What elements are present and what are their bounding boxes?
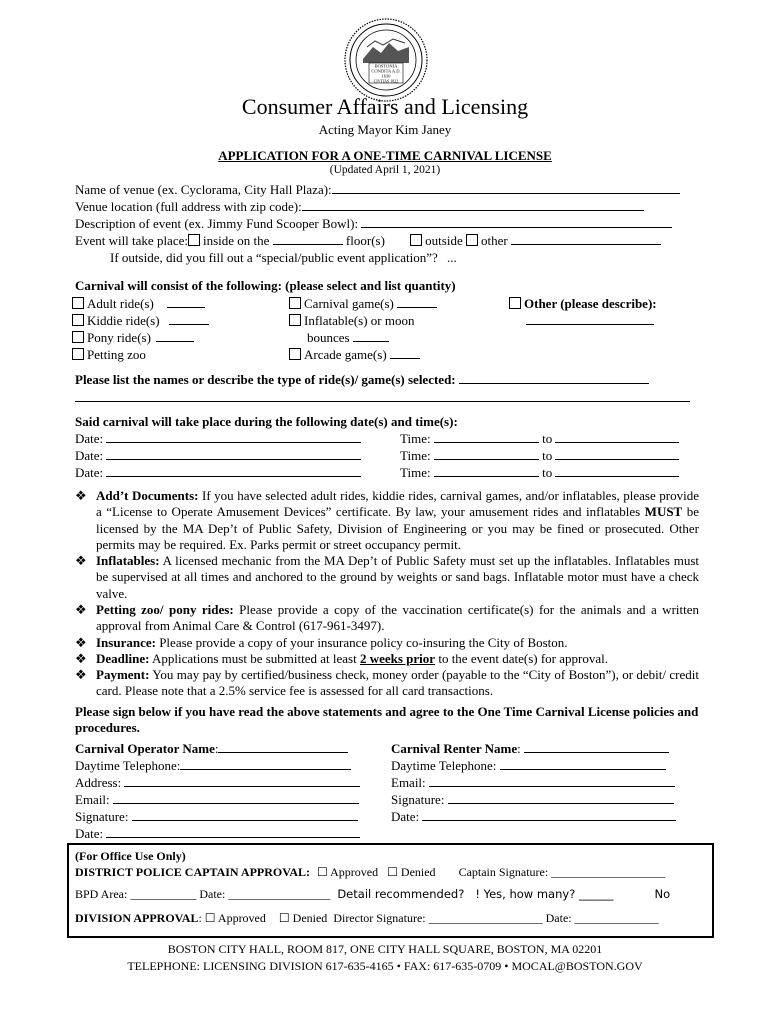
email-label: Email: xyxy=(391,775,426,790)
bullet-text: Applications must be submitted at least xyxy=(152,651,357,666)
arcade-games-checkbox[interactable] xyxy=(289,348,301,360)
venue-location-field[interactable] xyxy=(302,200,644,211)
pony-rides-item xyxy=(72,330,194,346)
bullet-heading: Petting zoo/ pony rides: xyxy=(96,602,234,617)
bullet-payment xyxy=(75,667,699,700)
svg-text:CONDITA A.D.: CONDITA A.D. xyxy=(371,68,401,74)
dates-heading: Said carnival will take place during the following date(s) and time(s): xyxy=(75,414,458,429)
pony-rides-checkbox[interactable] xyxy=(72,331,84,343)
bullet-text: Please provide a copy of the vaccination certificate(s) for the animals and a written approval from Animal Care & Control (617-961-3497). xyxy=(96,602,700,634)
operator-date-row xyxy=(75,826,360,842)
inside-checkbox[interactable] xyxy=(188,234,200,246)
diamond-bullet-icon: ❖ xyxy=(75,667,87,682)
district-approved-checkbox[interactable]: ☐ Approved xyxy=(317,865,379,879)
carnival-games-item xyxy=(289,296,437,312)
other-describe-checkbox[interactable] xyxy=(509,297,521,309)
arcade-games-item xyxy=(289,347,420,363)
bpd-row xyxy=(75,887,670,902)
division-approved-checkbox[interactable]: : ☐ Approved xyxy=(198,911,266,925)
bullet-insurance xyxy=(75,635,699,651)
pony-rides-label: Pony ride(s) xyxy=(87,330,151,345)
time-label: Time: xyxy=(400,465,431,480)
operator-address-field[interactable] xyxy=(124,776,360,787)
adult-rides-item xyxy=(72,296,205,312)
kiddie-rides-qty[interactable] xyxy=(169,314,209,325)
time-label: Time: xyxy=(400,431,431,446)
event-place-row xyxy=(75,233,661,249)
event-description-label: Description of event (ex. Jimmy Fund Scooper Bowl): xyxy=(75,216,359,231)
director-signature-field[interactable]: Director Signature: ___________________ Date: ______________ xyxy=(333,911,659,925)
district-approval-row xyxy=(75,865,665,880)
venue-name-field[interactable] xyxy=(332,183,680,194)
sign-statement: Please sign below if you have read the above statements and agree to the One Time Carnival License policies and procedures. xyxy=(75,704,699,735)
time-from-field-3[interactable] xyxy=(434,466,539,477)
division-denied-checkbox[interactable]: ☐ Denied xyxy=(278,911,328,925)
bullet-heading: Inflatables: xyxy=(96,553,160,568)
bounces-item xyxy=(307,330,389,346)
bullet-text: If you have selected adult rides, kiddie rides, carnival games, and/or inflatables, please provide a “License to Operate Amusement Devices” certificate. By law, your amusement rides and inflatables xyxy=(96,488,699,520)
renter-signature-row xyxy=(391,792,674,808)
bullet-additional-documents xyxy=(75,488,699,553)
carnival-games-qty[interactable] xyxy=(397,297,437,308)
outside-label: outside xyxy=(425,233,463,248)
carnival-games-label: Carnival game(s) xyxy=(304,296,394,311)
two-weeks-emphasis: 2 weeks prior xyxy=(359,651,436,666)
signature-label: Signature: xyxy=(75,809,129,824)
inflatables-qty[interactable] xyxy=(353,331,389,342)
svg-text:BOSTONIA: BOSTONIA xyxy=(374,63,398,69)
special-event-question-row xyxy=(110,250,457,266)
time-from-field-1[interactable] xyxy=(434,432,539,443)
other-place-checkbox[interactable] xyxy=(466,234,478,246)
footer-address: BOSTON CITY HALL, ROOM 817, ONE CITY HALL SQUARE, BOSTON, MA 02201 xyxy=(167,942,603,956)
inflatables-item xyxy=(289,313,414,329)
kiddie-rides-label: Kiddie ride(s) xyxy=(87,313,160,328)
bullet-text: be licensed by the MA Dep’t of Public Safety, Division of Engineering or you may be fined or prosecuted. Other permits may be required. Ex. Parks permit or street occupancy permit. xyxy=(96,504,700,552)
rides-list-field-2[interactable] xyxy=(75,391,690,402)
division-approval-label: DIVISION APPROVAL xyxy=(75,911,199,925)
floors-label: floor(s) xyxy=(345,233,385,248)
operator-signature-row xyxy=(75,809,358,825)
inflatables-checkbox[interactable] xyxy=(289,314,301,326)
event-description-field[interactable] xyxy=(361,217,672,228)
inside-label: inside on the xyxy=(202,233,270,248)
time-row-1 xyxy=(400,431,679,447)
city-seal-logo xyxy=(343,17,429,103)
inflatables-label: Inflatable(s) or moon xyxy=(304,313,415,328)
diamond-bullet-icon: ❖ xyxy=(75,602,87,617)
arcade-games-label: Arcade game(s) xyxy=(304,347,387,362)
renter-email-row xyxy=(391,775,675,791)
bullet-heading: Deadline: xyxy=(96,651,150,666)
email-label: Email: xyxy=(75,792,110,807)
date-label: Date: xyxy=(75,448,104,463)
svg-text:CIVITAS 1822: CIVITAS 1822 xyxy=(373,78,399,84)
renter-name-row: Carnival Renter Name: xyxy=(391,741,669,757)
date-label: Date: xyxy=(75,465,104,480)
special-event-question: If outside, did you fill out a “special/public event application”? xyxy=(110,250,438,265)
division-approval-row xyxy=(75,911,659,926)
renter-tel-row xyxy=(391,758,666,774)
time-row-3 xyxy=(400,465,679,481)
updated-date: (Updated April 1, 2021) xyxy=(329,164,441,176)
adult-rides-checkbox[interactable] xyxy=(72,297,84,309)
bpd-area-date-field[interactable]: BPD Area: ___________ Date: _________________ xyxy=(75,887,331,901)
other-place-field[interactable] xyxy=(511,234,661,245)
bullet-heading: Payment: xyxy=(96,667,150,682)
bounces-label: bounces xyxy=(307,330,350,345)
other-describe-field[interactable] xyxy=(526,314,654,325)
carnival-games-checkbox[interactable] xyxy=(289,297,301,309)
rides-list-row xyxy=(75,372,649,388)
district-denied-checkbox[interactable]: ☐ Denied xyxy=(387,865,436,879)
operator-signature-field[interactable] xyxy=(132,810,358,821)
date-label: Date: xyxy=(75,431,104,446)
rides-list-label: Please list the names or describe the type of ride(s)/ game(s) selected: xyxy=(75,372,456,387)
footer-contact: TELEPHONE: LICENSING DIVISION 617-635-4165 • FAX: 617-635-0709 • MOCAL@BOSTON.GOV xyxy=(127,959,643,973)
date-field-2[interactable] xyxy=(106,449,361,460)
venue-name-label: Name of venue (ex. Cyclorama, City Hall Plaza): xyxy=(75,182,332,197)
must-emphasis: MUST xyxy=(644,504,683,520)
operator-email-field[interactable] xyxy=(113,793,359,804)
date-label: Date: xyxy=(75,826,104,841)
detail-no-option[interactable]: No xyxy=(654,887,671,901)
event-description-row xyxy=(75,216,672,232)
date-field-1[interactable] xyxy=(106,432,361,443)
kiddie-rides-item xyxy=(72,313,209,329)
venue-location-row xyxy=(75,199,644,215)
daytime-tel-label: Daytime Telephone: xyxy=(391,758,497,773)
adult-rides-qty[interactable] xyxy=(167,297,205,308)
rides-list-field[interactable] xyxy=(459,373,649,384)
carnival-heading: Carnival will consist of the following: (please select and list quantity) xyxy=(75,278,456,293)
date-row-1 xyxy=(75,431,361,447)
time-row-2 xyxy=(400,448,679,464)
operator-tel-row xyxy=(75,758,351,774)
special-event-answer[interactable]: ... xyxy=(447,250,457,265)
operator-name-label: Carnival Operator Name xyxy=(75,741,215,756)
other-describe-label: Other (please describe): xyxy=(524,296,657,311)
date-label: Date: xyxy=(391,809,420,824)
venue-location-label: Venue location (full address with zip code): xyxy=(75,199,302,214)
operator-date-field[interactable] xyxy=(106,827,360,838)
to-label: to xyxy=(542,465,553,480)
operator-tel-field[interactable] xyxy=(180,759,351,770)
petting-zoo-item xyxy=(72,347,146,363)
pony-rides-qty[interactable] xyxy=(156,331,194,342)
diamond-bullet-icon: ❖ xyxy=(75,553,87,568)
to-label: to xyxy=(542,448,553,463)
daytime-tel-label: Daytime Telephone: xyxy=(75,758,181,773)
address-label: Address: xyxy=(75,775,122,790)
renter-email-field[interactable] xyxy=(429,776,675,787)
petting-zoo-checkbox[interactable] xyxy=(72,348,84,360)
district-approval-label: DISTRICT POLICE CAPTAIN APPROVAL: xyxy=(75,865,311,879)
renter-date-field[interactable] xyxy=(422,810,676,821)
time-to-field-2[interactable] xyxy=(555,449,679,460)
operator-name-row: Carnival Operator Name: xyxy=(75,741,348,757)
other-place-label: other xyxy=(480,233,508,248)
renter-tel-field[interactable] xyxy=(500,759,666,770)
detail-recommended-label: Detail recommended? xyxy=(337,887,465,901)
diamond-bullet-icon: ❖ xyxy=(75,488,87,503)
office-use-heading: (For Office Use Only) xyxy=(75,849,186,863)
bullet-heading: Add’t Documents: xyxy=(96,488,199,503)
other-describe-item xyxy=(509,296,657,312)
diamond-bullet-icon: ❖ xyxy=(75,635,87,650)
time-from-field-2[interactable] xyxy=(434,449,539,460)
application-title: APPLICATION FOR A ONE-TIME CARNIVAL LICENSE xyxy=(218,148,552,163)
detail-yes-option[interactable]: ! Yes, how many? ______ xyxy=(475,887,614,901)
time-to-field-1[interactable] xyxy=(555,432,679,443)
outside-checkbox[interactable] xyxy=(410,234,422,246)
bullet-text: to the event date(s) for approval. xyxy=(438,651,608,666)
event-place-label: Event will take place: xyxy=(75,233,188,248)
date-row-2 xyxy=(75,448,361,464)
bullet-deadline xyxy=(75,651,699,667)
to-label: to xyxy=(542,431,553,446)
mayor-subtitle: Acting Mayor Kim Janey xyxy=(318,122,452,137)
kiddie-rides-checkbox[interactable] xyxy=(72,314,84,326)
venue-name-row xyxy=(75,182,680,198)
page-title: Consumer Affairs and Licensing xyxy=(241,94,529,119)
time-to-field-3[interactable] xyxy=(555,466,679,477)
arcade-games-qty[interactable] xyxy=(390,348,420,359)
floor-field[interactable] xyxy=(273,234,343,245)
diamond-bullet-icon: ❖ xyxy=(75,651,87,666)
operator-address-row xyxy=(75,775,360,791)
bullet-text: A licensed mechanic from the MA Dep’t of Public Safety must set up the inflatables. Inflatables must be supervised at all times and anchored to the ground by weights or sand bags. Inflatable motor must have a check valve. xyxy=(96,553,699,601)
date-field-3[interactable] xyxy=(106,466,361,477)
date-row-3 xyxy=(75,465,361,481)
petting-zoo-label: Petting zoo xyxy=(87,347,146,362)
signature-label: Signature: xyxy=(391,792,445,807)
svg-text:1630: 1630 xyxy=(381,73,391,79)
bullet-text: Please provide a copy of your insurance policy co-insuring the City of Boston. xyxy=(159,635,568,650)
renter-signature-field[interactable] xyxy=(448,793,674,804)
time-label: Time: xyxy=(400,448,431,463)
bullet-heading: Insurance: xyxy=(96,635,156,650)
renter-name-field[interactable] xyxy=(524,742,669,753)
bullet-petting-zoo xyxy=(75,602,699,635)
captain-signature-field[interactable]: Captain Signature: ___________________ xyxy=(458,865,666,879)
operator-email-row xyxy=(75,792,359,808)
adult-rides-label: Adult ride(s) xyxy=(87,296,154,311)
bullet-text: You may pay by certified/business check, money order (payable to the “City of Boston”), or debit/ credit card. Please note that a 2.5% service fee is assessed for all card transactions. xyxy=(96,667,699,699)
renter-name-label: Carnival Renter Name xyxy=(391,741,518,756)
operator-name-field[interactable] xyxy=(218,742,348,753)
bullet-inflatables xyxy=(75,553,699,602)
renter-date-row xyxy=(391,809,676,825)
